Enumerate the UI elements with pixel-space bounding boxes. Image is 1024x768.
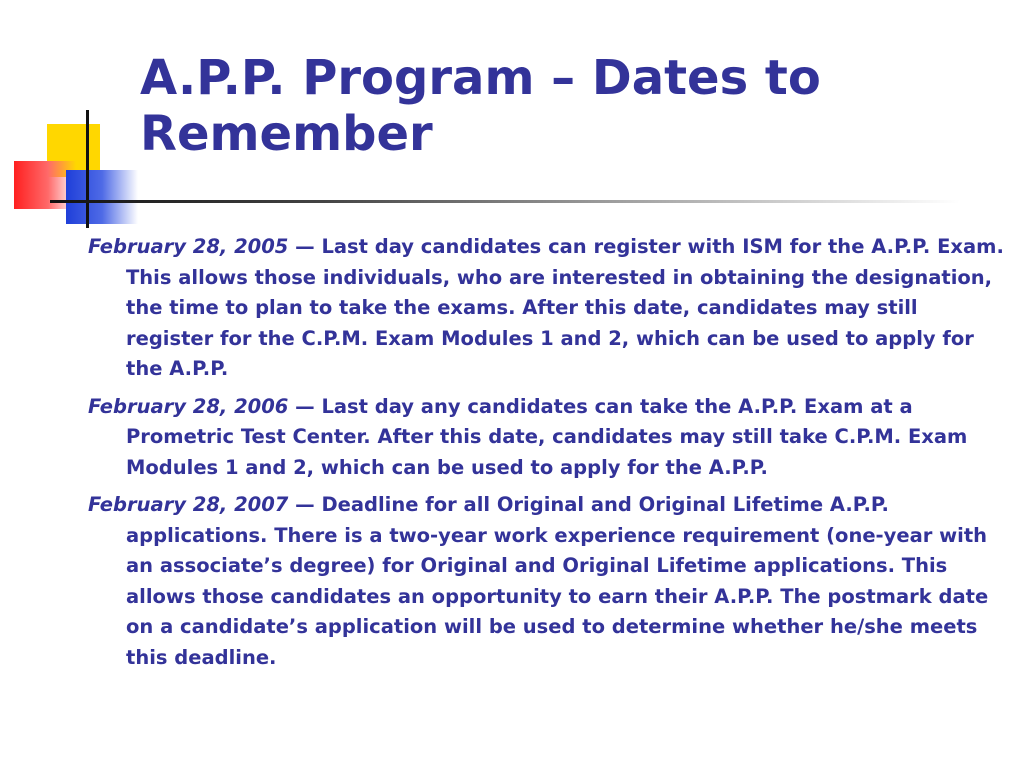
dates-list	[88, 232, 1004, 680]
decorative-squares-logo	[0, 0, 140, 240]
vertical-rule	[86, 110, 89, 228]
item-date: February 28, 2007	[88, 493, 289, 516]
item-date: February 28, 2005	[88, 235, 289, 258]
list-item	[88, 232, 1004, 385]
item-dash: —	[288, 493, 315, 516]
list-item	[88, 490, 1004, 673]
item-dash: —	[288, 394, 315, 418]
item-date: February 28, 2006	[88, 394, 289, 418]
item-dash: —	[288, 235, 315, 258]
item-text: Deadline for all Original and Original Lifetime A.P.P. applications. There is a two-year work experience requirement (one-year with an associate’s degree) for Original and Original Lifetime applications. This allows those candidates an opportunity to earn their A.P.P. The postmark date on a candidate’s application will be used to determine whether he/she meets this deadline.	[126, 493, 989, 669]
list-item	[88, 392, 1004, 484]
item-text: Last day any candidates can take the A.P.P. Exam at a Prometric Test Center. After this date, candidates may still take C.P.M. Exam Modules 1 and 2, which can be used to apply for the A.P.P.	[126, 394, 968, 479]
blue-square-shape	[66, 170, 138, 224]
item-text: Last day candidates can register with ISM for the A.P.P. Exam. This allows those individuals, who are interested in obtaining the designation, the time to plan to take the exams. After this date, candidates may still register for the C.P.M. Exam Modules 1 and 2, which can be used to apply for the A.P.P.	[126, 235, 1004, 380]
title-underline-rule	[50, 200, 960, 203]
slide-title: A.P.P. Program – Dates to Remember	[140, 50, 821, 162]
